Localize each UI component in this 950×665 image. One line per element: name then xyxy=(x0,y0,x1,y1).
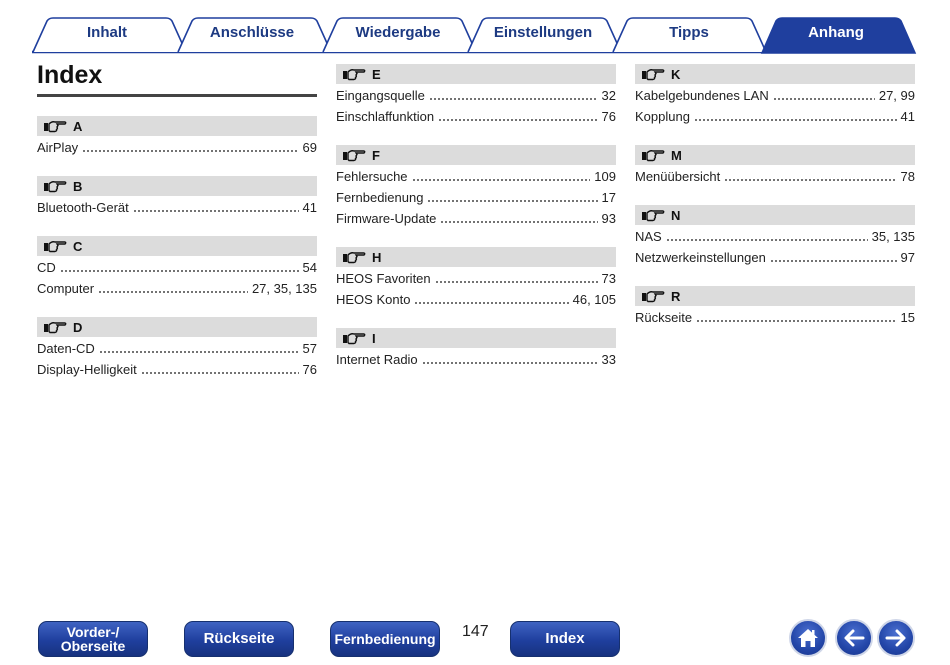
next-page-button[interactable] xyxy=(877,619,915,657)
page-reference[interactable]: 76 xyxy=(601,108,616,124)
arrow-left-icon xyxy=(842,628,866,648)
section-letter: N xyxy=(671,207,681,223)
tab-bar xyxy=(0,0,950,56)
section-header xyxy=(635,286,915,306)
pointing-hand-icon xyxy=(43,179,67,193)
front-top-button[interactable] xyxy=(38,621,148,657)
tab-anhang[interactable]: Anhang xyxy=(808,24,864,41)
index-term: Display-Helligkeit xyxy=(37,361,137,377)
page-reference[interactable]: 69 xyxy=(302,139,317,155)
section-header xyxy=(635,205,915,225)
index-entry[interactable] xyxy=(336,166,616,186)
rear-panel-button[interactable]: Rückseite xyxy=(184,621,294,657)
index-term: Einschlaffunktion xyxy=(336,108,435,124)
page-reference[interactable]: 93 xyxy=(601,210,616,226)
index-entry[interactable] xyxy=(336,349,616,369)
index-section-i xyxy=(336,328,616,369)
index-entry[interactable] xyxy=(635,307,915,327)
dot-leader xyxy=(440,221,597,223)
dot-leader xyxy=(98,291,248,293)
index-entry[interactable] xyxy=(635,85,915,105)
section-letter: I xyxy=(372,330,376,346)
page-reference[interactable]: 46, 105 xyxy=(572,291,616,307)
index-entry[interactable] xyxy=(336,289,616,309)
index-entry[interactable] xyxy=(635,226,915,246)
index-entry[interactable] xyxy=(635,247,915,267)
index-section-d xyxy=(37,317,317,379)
index-term: Kabelgebundenes LAN xyxy=(635,87,769,103)
dot-leader xyxy=(141,372,299,374)
section-header xyxy=(37,317,317,337)
arrow-right-icon xyxy=(884,628,908,648)
index-term: Menüübersicht xyxy=(635,168,721,184)
page-reference[interactable]: 73 xyxy=(601,270,616,286)
section-letter: C xyxy=(73,238,83,254)
tab-tipps[interactable]: Tipps xyxy=(669,24,709,41)
index-term: Daten-CD xyxy=(37,340,95,356)
page-reference[interactable]: 41 xyxy=(302,199,317,215)
index-entry[interactable] xyxy=(37,359,317,379)
dot-leader xyxy=(438,119,597,121)
section-letter: F xyxy=(372,147,380,163)
index-entry[interactable] xyxy=(37,137,317,157)
tab-anschluesse[interactable]: Anschlüsse xyxy=(209,24,295,41)
pointing-hand-icon xyxy=(342,67,366,81)
page-reference[interactable]: 27, 99 xyxy=(878,87,915,103)
index-term: Computer xyxy=(37,280,95,296)
index-term: Fernbedienung xyxy=(336,189,424,205)
index-term: Kopplung xyxy=(635,108,690,124)
index-term: NAS xyxy=(635,228,662,244)
index-section-k xyxy=(635,64,915,126)
page-reference[interactable]: 41 xyxy=(900,108,915,124)
index-section-a xyxy=(37,116,317,157)
page-reference[interactable]: 54 xyxy=(302,259,317,275)
index-entry[interactable] xyxy=(336,268,616,288)
index-term: Eingangsquelle xyxy=(336,87,425,103)
index-term: Firmware-Update xyxy=(336,210,437,226)
index-section-n xyxy=(635,205,915,267)
pointing-hand-icon xyxy=(43,119,67,133)
index-term: Internet Radio xyxy=(336,351,418,367)
section-letter: E xyxy=(372,66,381,82)
section-header xyxy=(635,64,915,84)
dot-leader xyxy=(724,179,896,181)
index-entry[interactable] xyxy=(336,85,616,105)
pointing-hand-icon xyxy=(641,148,665,162)
page-reference[interactable]: 97 xyxy=(900,249,915,265)
page-reference[interactable]: 27, 35, 135 xyxy=(251,280,317,296)
index-entry[interactable] xyxy=(635,106,915,126)
index-term: AirPlay xyxy=(37,139,79,155)
pointing-hand-icon xyxy=(641,289,665,303)
pointing-hand-icon xyxy=(342,148,366,162)
page-number: 147 xyxy=(462,623,489,640)
section-header xyxy=(37,236,317,256)
index-entry[interactable] xyxy=(37,257,317,277)
home-icon xyxy=(796,627,820,649)
dot-leader xyxy=(82,150,298,152)
previous-page-button[interactable] xyxy=(835,619,873,657)
index-term: CD xyxy=(37,259,56,275)
pointing-hand-icon xyxy=(641,67,665,81)
section-letter: M xyxy=(671,147,682,163)
index-term: Bluetooth-Gerät xyxy=(37,199,129,215)
tab-inhalt[interactable]: Inhalt xyxy=(87,24,127,41)
index-entry[interactable] xyxy=(635,166,915,186)
pointing-hand-icon xyxy=(43,239,67,253)
index-button[interactable]: Index xyxy=(510,621,620,657)
dot-leader xyxy=(422,362,598,364)
dot-leader xyxy=(427,200,597,202)
index-section-c xyxy=(37,236,317,298)
dot-leader xyxy=(666,239,868,241)
dot-leader xyxy=(435,281,598,283)
page-title: Index xyxy=(37,61,103,89)
section-header xyxy=(635,145,915,165)
page-reference[interactable]: 32 xyxy=(601,87,616,103)
pointing-hand-icon xyxy=(342,331,366,345)
section-letter: R xyxy=(671,288,681,304)
index-section-h xyxy=(336,247,616,309)
dot-leader xyxy=(694,119,897,121)
pointing-hand-icon xyxy=(342,250,366,264)
home-button[interactable] xyxy=(789,619,827,657)
dot-leader xyxy=(133,210,299,212)
tab-wiedergabe[interactable]: Wiedergabe xyxy=(355,24,441,41)
dot-leader xyxy=(414,302,568,304)
dot-leader xyxy=(770,260,897,262)
index-term: Netzwerkeinstellungen xyxy=(635,249,766,265)
page-reference[interactable]: 57 xyxy=(302,340,317,356)
index-term: Fehlersuche xyxy=(336,168,408,184)
section-header xyxy=(336,64,616,84)
index-column-1 xyxy=(37,116,317,398)
dot-leader xyxy=(60,270,299,272)
index-column-2 xyxy=(336,64,616,388)
title-rule xyxy=(37,94,317,97)
index-entry[interactable] xyxy=(37,197,317,217)
section-header xyxy=(336,247,616,267)
section-header xyxy=(37,116,317,136)
index-entry[interactable] xyxy=(336,208,616,228)
section-letter: B xyxy=(73,178,83,194)
tab-einstellungen[interactable]: Einstellungen xyxy=(493,24,593,41)
dot-leader xyxy=(773,98,875,100)
index-section-r xyxy=(635,286,915,327)
front-top-label-line1: Vorder-/ xyxy=(66,624,120,640)
section-letter: H xyxy=(372,249,382,265)
index-section-e xyxy=(336,64,616,126)
page-reference[interactable]: 17 xyxy=(601,189,616,205)
index-term: HEOS Favoriten xyxy=(336,270,431,286)
page-reference[interactable]: 15 xyxy=(900,309,915,325)
index-entry[interactable] xyxy=(37,338,317,358)
section-header xyxy=(37,176,317,196)
page-reference[interactable]: 35, 135 xyxy=(871,228,915,244)
page-reference[interactable]: 33 xyxy=(601,351,616,367)
pointing-hand-icon xyxy=(43,320,67,334)
index-column-3 xyxy=(635,64,915,346)
dot-leader xyxy=(99,351,299,353)
index-entry[interactable] xyxy=(37,278,317,298)
dot-leader xyxy=(696,320,896,322)
section-letter: D xyxy=(73,319,83,335)
index-term: HEOS Konto xyxy=(336,291,411,307)
index-term: Rückseite xyxy=(635,309,693,325)
pointing-hand-icon xyxy=(641,208,665,222)
index-entry[interactable] xyxy=(336,106,616,126)
section-letter: A xyxy=(73,118,83,134)
page-reference[interactable]: 76 xyxy=(302,361,317,377)
remote-control-button[interactable]: Fernbedienung xyxy=(330,621,440,657)
index-section-b xyxy=(37,176,317,217)
index-entry[interactable] xyxy=(336,187,616,207)
section-letter: K xyxy=(671,66,681,82)
dot-leader xyxy=(412,179,591,181)
section-header xyxy=(336,328,616,348)
index-section-m xyxy=(635,145,915,186)
front-top-label-line2: Oberseite xyxy=(60,638,126,654)
dot-leader xyxy=(429,98,598,100)
index-section-f xyxy=(336,145,616,228)
page-reference[interactable]: 109 xyxy=(594,168,616,184)
page-reference[interactable]: 78 xyxy=(900,168,915,184)
section-header xyxy=(336,145,616,165)
